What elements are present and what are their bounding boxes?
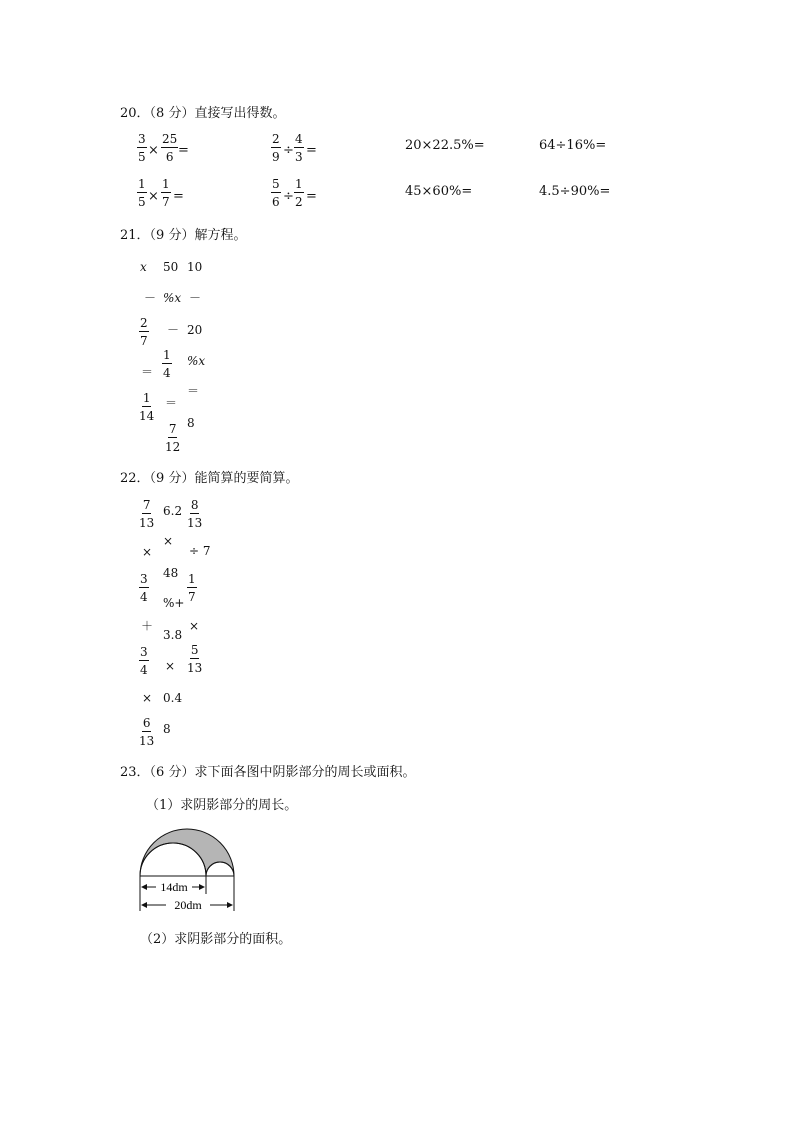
label-20dm: 20dm	[174, 898, 202, 912]
fraction: $\frac{8}{13}$	[187, 498, 203, 530]
q23-heading: 23．（6 分）求下面各图中阴影部分的周长或面积。	[120, 765, 416, 780]
shaded-region	[140, 829, 234, 876]
equals-sign: =	[178, 143, 189, 158]
equals-sign: =	[173, 189, 184, 204]
expression: 20×22.5%=	[405, 138, 485, 153]
number: 6.2	[163, 504, 183, 518]
fraction: $\frac{3}{4}$	[140, 645, 148, 677]
minus-sign: －	[144, 291, 157, 305]
fraction: $\frac{2}{9}$	[272, 132, 280, 164]
equals-sign: =	[306, 143, 317, 158]
semicircle-figure	[130, 820, 245, 915]
number: 0.4	[163, 691, 183, 705]
times-sign: ×	[148, 143, 159, 158]
number: 10	[187, 260, 203, 274]
q21-heading: 21．（9 分）解方程。	[120, 228, 247, 243]
times-sign: ×	[165, 659, 176, 673]
divide-sign: ÷	[283, 143, 294, 158]
fraction: $\frac{1}{7}$	[188, 572, 196, 604]
variable-x: x	[140, 260, 147, 274]
fraction: $\frac{1}{5}$	[138, 177, 146, 209]
expression: 45×60%=	[405, 184, 473, 199]
fraction: $\frac{7}{13}$	[139, 498, 155, 530]
fraction: $\frac{6}{13}$	[139, 716, 155, 748]
number: 8	[163, 722, 171, 736]
equals-sign: =	[306, 189, 317, 204]
fraction: $\frac{5}{6}$	[272, 177, 280, 209]
label-14dm: 14dm	[160, 880, 188, 894]
divide-sign: ÷	[283, 189, 294, 204]
times-sign: ×	[142, 545, 153, 559]
times-sign: ×	[189, 619, 200, 633]
number: 3.8	[163, 628, 183, 642]
fraction: $\frac{1}{7}$	[162, 177, 170, 209]
percent-x: %x	[163, 291, 182, 305]
fraction: $\frac{3}{4}$	[140, 572, 148, 604]
fraction: $\frac{7}{12}$	[165, 422, 181, 454]
times-sign: ×	[148, 189, 159, 204]
percent-x: %x	[187, 354, 206, 368]
equals-sign: ＝	[141, 365, 154, 379]
minus-sign: －	[189, 291, 202, 305]
q23-sub1: （1）求阴影部分的周长。	[146, 798, 298, 813]
fraction: $\frac{1}{2}$	[295, 177, 303, 209]
number: 20	[187, 323, 203, 337]
arrow-right-icon	[199, 884, 205, 890]
q23-sub2: （2）求阴影部分的面积。	[140, 932, 292, 947]
arrow-left-icon	[141, 902, 147, 908]
times-sign: ×	[163, 534, 174, 548]
fraction: $\frac{25}{6}$	[162, 132, 178, 164]
percent-plus: %+	[163, 596, 185, 610]
fraction: $\frac{4}{3}$	[295, 132, 303, 164]
arrow-left-icon	[141, 884, 147, 890]
q20-heading: 20．（8 分）直接写出得数。	[120, 106, 286, 121]
fraction: $\frac{1}{4}$	[163, 348, 171, 380]
fraction: $\frac{1}{14}$	[139, 391, 155, 423]
arrow-right-icon	[227, 902, 233, 908]
minus-sign: －	[167, 323, 180, 337]
expression: 4.5÷90%=	[539, 184, 611, 199]
fraction: $\frac{2}{7}$	[140, 316, 148, 348]
expression: 64÷16%=	[539, 138, 607, 153]
equals-sign: ＝	[187, 384, 200, 398]
times-sign: ×	[142, 691, 153, 705]
number: 50	[163, 260, 179, 274]
number: 8	[187, 416, 195, 430]
equals-sign: ＝	[165, 396, 178, 410]
fraction: $\frac{3}{5}$	[138, 132, 146, 164]
divide-seven: ÷ 7	[189, 544, 211, 558]
plus-sign: ＋	[141, 619, 154, 633]
number: 48	[163, 566, 179, 580]
q22-heading: 22．（9 分）能简算的要简算。	[120, 471, 299, 486]
fraction: $\frac{5}{13}$	[187, 643, 203, 675]
